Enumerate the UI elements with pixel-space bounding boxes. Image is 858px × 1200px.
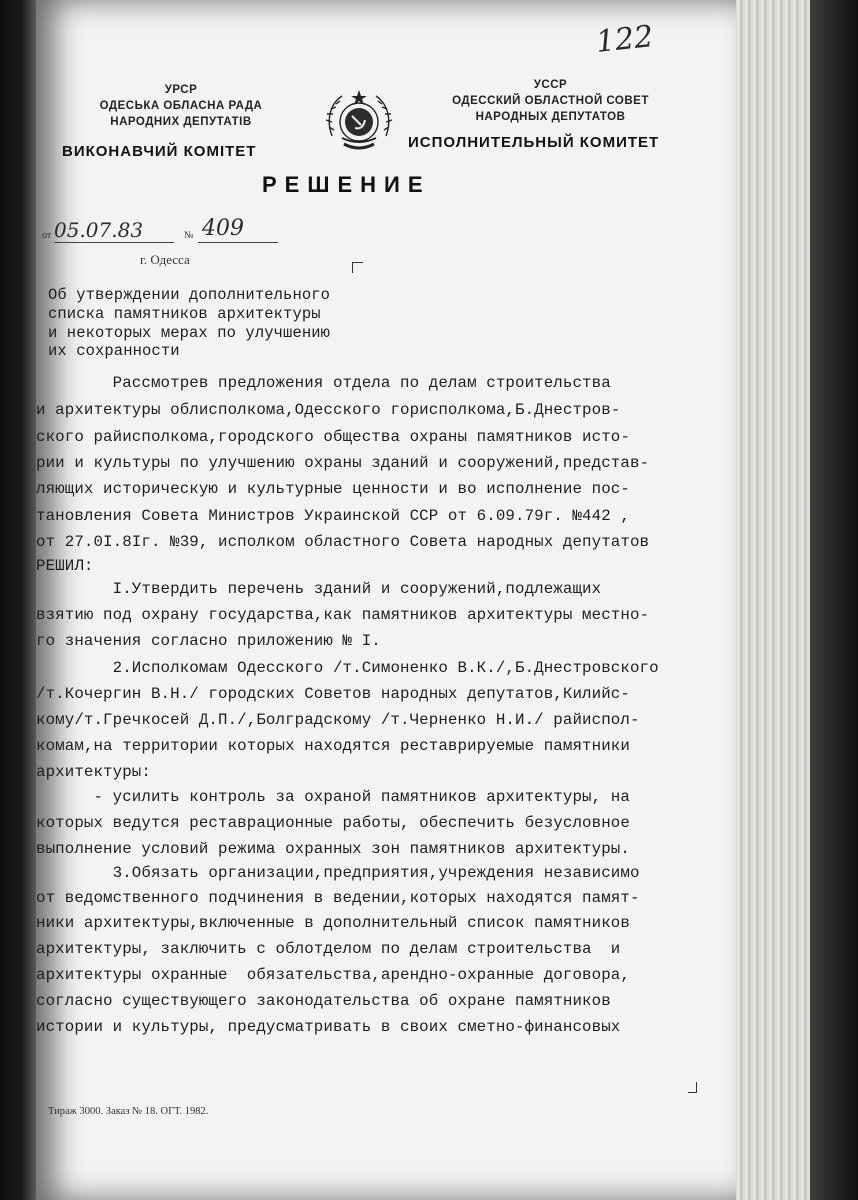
number-value: 409	[202, 216, 244, 241]
body-line: РЕШИЛ:	[36, 557, 94, 575]
number-prefix: №	[184, 230, 194, 241]
print-footer: Тираж 3000. Заказ № 18. ОГТ. 1982.	[48, 1106, 209, 1117]
subject-line: их сохранности	[48, 342, 180, 360]
subject-line: Об утверждении дополнительного	[48, 286, 331, 304]
scan-shadow-right	[810, 0, 858, 1200]
subject-line: и некоторых мерах по улучшению	[48, 324, 331, 342]
date-number-row	[42, 216, 362, 246]
body-line: рии и культуры по улучшению охраны зданий и сооружений,представ-	[36, 454, 650, 472]
header-right	[428, 77, 673, 125]
subject-corner-mark-right	[352, 262, 363, 273]
date-prefix: от	[42, 230, 52, 241]
body-line: комам,на территории которых находятся реставрируемые памятники	[36, 737, 630, 755]
scan-shadow-left	[0, 0, 40, 1200]
body-line: архитектуры, заключить с облотделом по делам строительства и	[36, 940, 621, 958]
body-line: архитектуры охранные обязательства,арендно-охранные договора,	[36, 966, 630, 984]
body-line: тановления Совета Министров Украинской ССР от 6.09.79г. №442 ,	[36, 507, 630, 525]
body-line: ники архитектуры,включенные в дополнительный список памятников	[36, 914, 630, 932]
date-value: 05.07.83	[54, 218, 144, 242]
header-left-council: ОДЕСЬКА ОБЛАСНА РАДА	[99, 100, 263, 112]
header-right-council: ОДЕССКИЙ ОБЛАСТНОЙ СОВЕТ	[452, 95, 649, 107]
city-label: г. Одесса	[140, 252, 190, 267]
body-line: I.Утвердить перечень зданий и сооружений,подлежащих	[36, 580, 602, 598]
page-stack-edges	[728, 0, 818, 1200]
coat-of-arms-emblem	[322, 86, 396, 160]
header-right-committee: ИСПОЛНИТЕЛЬНЫЙ КОМИТЕТ	[408, 134, 660, 151]
header-right-republic: УССР	[533, 79, 568, 91]
body-line: го значения согласно приложению № I.	[36, 632, 381, 650]
bottom-corner-mark	[688, 1082, 697, 1093]
header-right-deputies: НАРОДНЫХ ДЕПУТАТОВ	[475, 111, 626, 123]
body-line: - усилить контроль за охраной памятников архитектуры, на	[36, 788, 630, 806]
body-line: кому/т.Гречкосей Д.П./,Болградскому /т.Черненко Н.И./ райиспол-	[36, 711, 640, 729]
body-line: выполнение условий режима охранных зон памятников архитектуры.	[36, 840, 630, 858]
document-page	[36, 0, 736, 1200]
body-line: ского райисполкома,городского общества охраны памятников исто-	[36, 428, 630, 446]
page-number-handwritten: 122	[594, 19, 655, 60]
body-line: 3.Обязать организации,предприятия,учреждения независимо	[36, 864, 640, 882]
body-line: ляющих историческую и культурные ценности и во исполнение пос-	[36, 480, 630, 498]
header-left-committee: ВИКОНАВЧИЙ КОМІТЕТ	[62, 143, 257, 160]
body-line: Рассмотрев предложения отдела по делам строительства	[36, 374, 611, 392]
body-line: от 27.0I.8Iг. №39, исполком областного Совета народных депутатов	[36, 533, 650, 551]
body-line: архитектуры:	[36, 763, 151, 781]
body-line: /т.Кочергин В.Н./ городских Советов народных депутатов,Килийс-	[36, 685, 630, 703]
body-line: от ведомственного подчинения в ведении,которых находятся памят-	[36, 889, 640, 907]
body-line: и архитектуры облисполкома,Одесского горисполкома,Б.Днестров-	[36, 401, 621, 419]
body-line: взятию под охрану государства,как памятников архитектуры местно-	[36, 606, 650, 624]
body-line: которых ведутся реставрационные работы, обеспечить безусловное	[36, 814, 630, 832]
body-line: согласно существующего законодательства об охране памятников	[36, 992, 611, 1010]
number-underline	[198, 242, 278, 243]
header-left-deputies: НАРОДНИХ ДЕПУТАТІВ	[110, 116, 252, 128]
date-underline	[54, 242, 174, 243]
subject-line: списка памятников архитектуры	[48, 305, 321, 323]
header-left	[76, 82, 286, 130]
document-title: РЕШЕНИЕ	[262, 172, 431, 197]
header-left-republic: УРСР	[164, 84, 198, 96]
body-line: 2.Исполкомам Одесского /т.Симоненко В.К./,Б.Днестровского	[36, 659, 659, 677]
body-line: истории и культуры, предусматривать в своих сметно-финансовых	[36, 1018, 621, 1036]
